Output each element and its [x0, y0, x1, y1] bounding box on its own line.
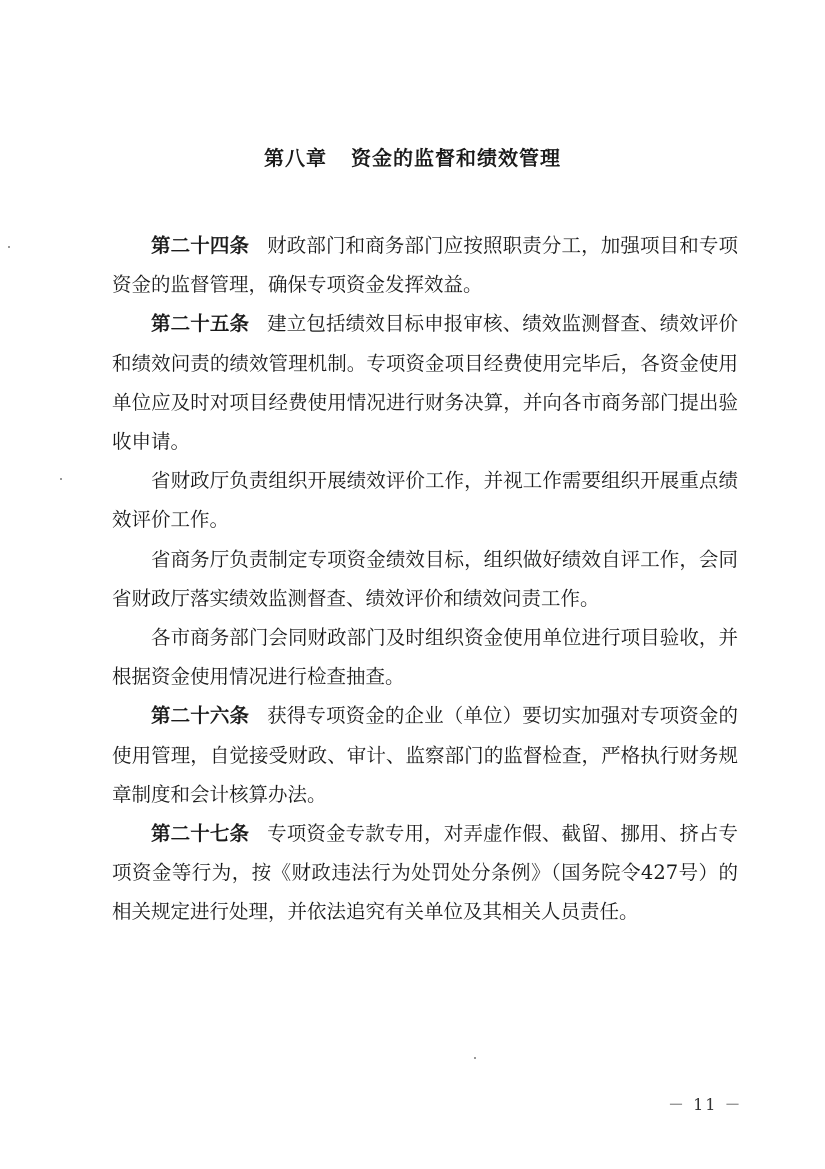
article-paragraph [112, 304, 738, 461]
scan-speck [8, 246, 10, 248]
scan-speck [60, 478, 62, 480]
article-label: 第二十五条 [151, 312, 250, 336]
paragraph [112, 461, 738, 539]
article-label: 第二十四条 [151, 234, 250, 257]
paragraph-text: 财政部门和商务部门应按照职责分工，加强项目和专项资金的监督管理，确保专项资金发挥效益。 [112, 234, 738, 297]
paragraph [112, 618, 738, 696]
scan-speck [474, 1057, 476, 1059]
article-label: 第二十六条 [151, 704, 250, 728]
chapter-heading: 资金的监督和绩效管理 [351, 146, 561, 170]
paragraph-text: 各市商务部门会同财政部门及时组织资金使用单位进行项目验收，并根据资金使用情况进行检查抽查。 [112, 626, 738, 689]
paragraph [112, 540, 738, 618]
paragraph-text: 省商务厅负责制定专项资金绩效目标，组织做好绩效自评工作，会同省财政厅落实绩效监测督查、绩效评价和绩效问责工作。 [112, 547, 738, 610]
paragraph-text: 省财政厅负责组织开展绩效评价工作，并视工作需要组织开展重点绩效评价工作。 [112, 469, 738, 532]
document-body [112, 226, 738, 932]
article-paragraph [112, 696, 738, 814]
article-paragraph [112, 814, 738, 932]
paragraph-text: 建立包括绩效目标申报审核、绩效监测督查、绩效评价和绩效问责的绩效管理机制。专项资金项目经费使用完毕后，各资金使用单位应及时对项目经费使用情况进行财务决算，并向各市商务部门提出验收申请。 [112, 312, 738, 454]
chapter-title [0, 142, 825, 171]
article-paragraph [112, 226, 738, 304]
paragraph-text: 获得专项资金的企业（单位）要切实加强对专项资金的使用管理，自觉接受财政、审计、监察部门的监督检查，严格执行财务规章制度和会计核算办法。 [112, 704, 738, 806]
article-label: 第二十七条 [151, 822, 250, 846]
page-number: － 11 － [668, 1095, 743, 1114]
chapter-label: 第八章 [264, 146, 327, 170]
paragraph-text: 专项资金专款专用，对弄虚作假、截留、挪用、挤占专项资金等行为，按《财政违法行为处罚处分条例》（国务院令427号）的相关规定进行处理，并依法追究有关单位及其相关人员责任。 [112, 822, 738, 924]
